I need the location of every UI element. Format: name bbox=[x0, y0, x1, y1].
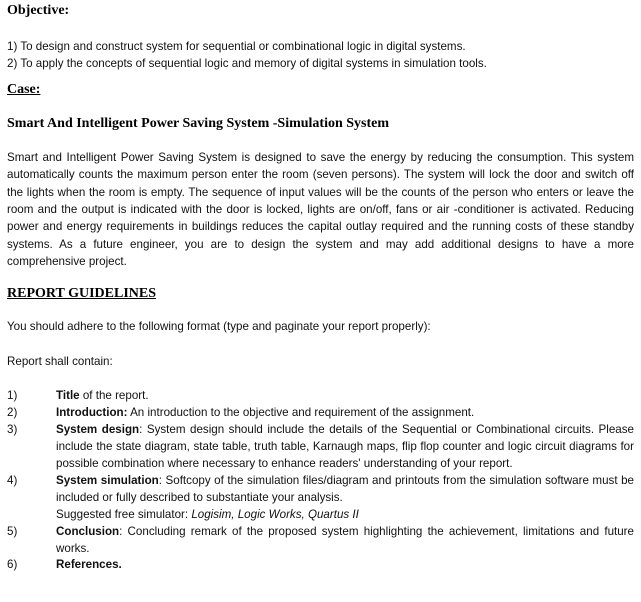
list-item bbox=[7, 524, 634, 558]
item-term: References. bbox=[56, 558, 122, 572]
objective-item-2: 2) To apply the concepts of sequential logic and memory of digital systems in simulation tools. bbox=[7, 57, 487, 70]
list-item bbox=[7, 422, 634, 473]
list-item bbox=[7, 388, 634, 405]
list-item bbox=[7, 473, 634, 524]
item-text: An introduction to the objective and requirement of the assignment. bbox=[127, 406, 475, 420]
objective-heading: Objective: bbox=[7, 3, 70, 18]
case-heading: Case: bbox=[7, 82, 41, 97]
report-guidelines-heading: REPORT GUIDELINES bbox=[7, 286, 157, 302]
item-text: : System design should include the details of the Sequential or Combinational circuits. Please include the state diagram, state table, truth table, Karnaugh maps, flip flop counter and logic circuit diagrams for possible combination where necessary to enhance readers' understanding of your report. bbox=[56, 423, 634, 471]
item-text: of the report. bbox=[79, 389, 149, 403]
item-term: Title bbox=[56, 389, 80, 403]
item-text: : Concluding remark of the proposed system highlighting the achievement, limitations and future works. bbox=[56, 524, 634, 555]
item-term: System design bbox=[56, 423, 140, 437]
list-item bbox=[7, 405, 634, 422]
objective-list bbox=[7, 38, 634, 72]
item-term: Conclusion bbox=[56, 524, 120, 538]
item-number: 2) bbox=[7, 406, 18, 420]
simulator-suggestion-label: Suggested free simulator: bbox=[56, 507, 192, 521]
item-number: 1) bbox=[7, 389, 18, 403]
item-number: 3) bbox=[7, 423, 18, 437]
list-item bbox=[7, 557, 634, 574]
item-number: 4) bbox=[7, 473, 18, 487]
case-title: Smart And Intelligent Power Saving System -Simulation System bbox=[7, 116, 390, 131]
item-text: : Softcopy of the simulation files/diagram and printouts from the simulation software must be included or fully described to substantiate your analysis. bbox=[56, 473, 634, 504]
simulator-names: Logisim, Logic Works, Quartus II bbox=[191, 507, 359, 521]
format-instruction: You should adhere to the following format (type and paginate your report properly): bbox=[7, 320, 431, 334]
item-number: 5) bbox=[7, 524, 18, 538]
report-contents-label: Report shall contain: bbox=[7, 355, 113, 369]
objective-item-1: 1) To design and construct system for sequential or combinational logic in digital systems. bbox=[7, 40, 466, 53]
item-number: 6) bbox=[7, 558, 18, 572]
case-description: Smart and Intelligent Power Saving System is designed to save the energy by reducing the consumption. This system automatically counts the maximum person enter the room (seven persons). The system will lock the door and switch off the lights when the room is empty. The sequence of input values will be the counts of the person who enters or leave the room and the output is indicated with the door is locked, lights are on/off, fans or air -conditioner is activated. Reducing power and energy requirements in buildings reduces the capital outlay required and the running costs of these standby systems. As a future engineer, you are to design the system and may add additional designs to have a more comprehensive project. bbox=[7, 151, 634, 269]
item-term: System simulation bbox=[56, 473, 159, 487]
report-items-list bbox=[7, 388, 634, 574]
item-term: Introduction: bbox=[56, 406, 128, 420]
